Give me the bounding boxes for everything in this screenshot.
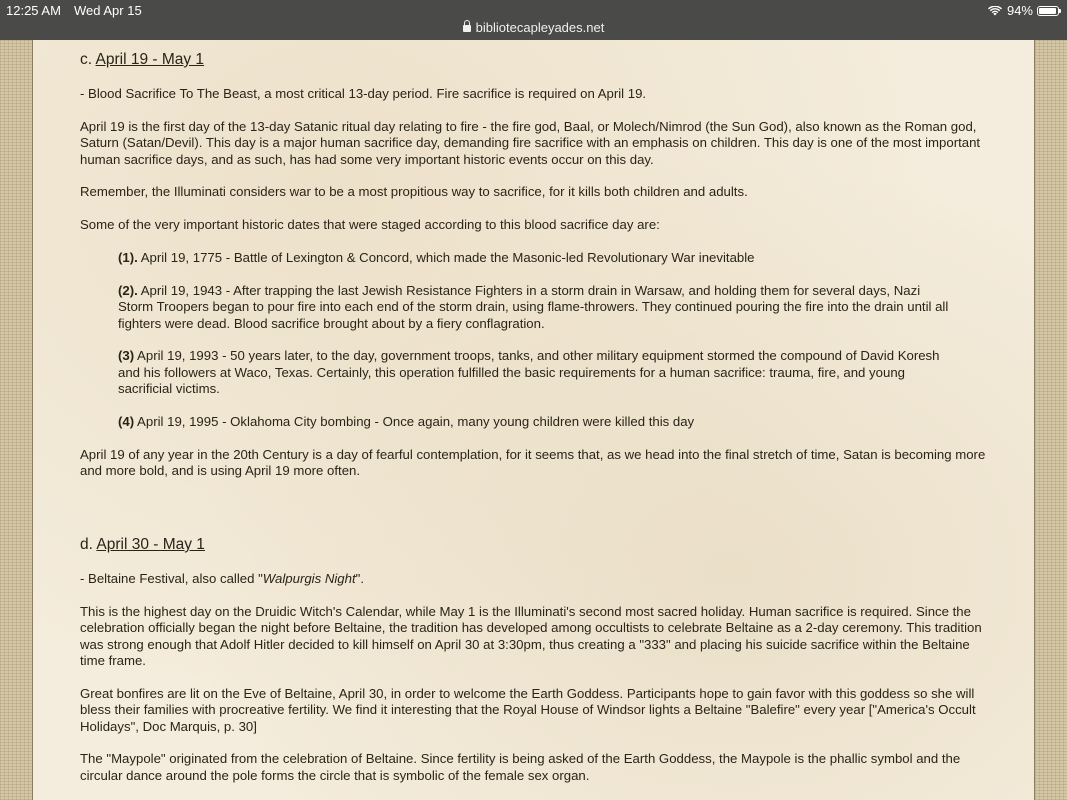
list-item-number: (2). [118, 282, 138, 298]
section-spacer [80, 496, 992, 535]
section-d-p1-end: ". [355, 571, 364, 587]
status-right [988, 3, 1059, 18]
list-item [118, 250, 952, 266]
section-c-prefix: c. [80, 51, 93, 68]
status-bar [0, 0, 1067, 40]
section-d-heading [80, 535, 992, 555]
section-d-title-link[interactable]: April 30 - May 1 [96, 536, 205, 554]
left-background-margin [0, 40, 33, 800]
section-c-heading [80, 50, 992, 70]
status-time: 12:25 AM [6, 3, 61, 18]
section-c-paragraph-4: Some of the very important historic dates that were staged according to this blood sacrifice day are: [80, 217, 660, 233]
list-item-text: April 19, 1775 - Battle of Lexington & Concord, which made the Masonic-led Revolutionary War inevitable [137, 250, 755, 265]
section-d-p1-start: - Beltaine Festival, also called " [80, 571, 263, 587]
wifi-icon [988, 6, 1002, 16]
list-item-number: (1). [118, 250, 138, 265]
section-c-paragraph-5: April 19 of any year in the 20th Century is a day of fearful contemplation, for it seems that, as we head into the final stretch of time, Satan is becoming more and more bold, and is using April 19 more often. [80, 446, 986, 479]
section-c-paragraph-2: April 19 is the first day of the 13-day Satanic ritual day relating to fire - the fire god, Baal, or Molech/Nimrod (the Sun God), also known as the Roman god, Saturn (Satan/Devil). This day is a major human sacrifice day, demanding fire sacrifice with an emphasis on children. This day is one of the most important human sacrifice days, and as such, has had some very important historic events occur on this day. [80, 118, 981, 167]
lock-icon [463, 25, 471, 32]
battery-fill [1039, 8, 1056, 14]
list-item-text: April 19, 1993 - 50 years later, to the day, government troops, tanks, and other military equipment stormed the compound of David Koresh and his followers at Waco, Texas. Certainly, this operation fulfilled the basic requirements for a human sacrifice: trauma, fire, and young sacrificial victims. [118, 348, 940, 397]
section-d-prefix: d. [80, 536, 93, 554]
list-item-number: (4) [118, 414, 135, 430]
list-item-text: April 19, 1995 - Oklahoma City bombing - Once again, many young children were killed this day [134, 414, 695, 430]
address-bar[interactable] [0, 20, 1067, 35]
section-d-paragraph-1 [80, 571, 992, 587]
list-item-number: (3) [118, 348, 135, 364]
section-d-paragraph-2: This is the highest day on the Druidic Witch's Calendar, while May 1 is the Illuminati's second most sacred holiday. Human sacrifice is required. Since the celebration officially began the night before Beltaine, the tradition has developed among occultists to celebrate Beltaine as a 2-day ceremony. This tradition was strong enough that Adolf Hitler decided to kill himself on April 30 at 3:30pm, thus creating a "333" and placing his suicide sacrifice within the Beltaine time frame. [80, 603, 982, 669]
battery-icon [1037, 6, 1059, 16]
section-c-title-link[interactable]: April 19 - May 1 [95, 51, 205, 68]
list-item [118, 348, 952, 397]
list-item-text: April 19, 1943 - After trapping the last Jewish Resistance Fighters in a storm drain in Warsaw, and holding them for several days, Nazi Storm Troopers began to pour fire into each end of the storm drain, using flame-throwers. They continued pouring the fire into the drain until all fighters were dead. Blood sacrifice brought about by a fiery conflagration. [118, 282, 949, 331]
section-d-paragraph-3: Great bonfires are lit on the Eve of Beltaine, April 30, in order to welcome the Earth Goddess. Participants hope to gain favor with this goddess so she will bless their families with procreative fertility. We find it interesting that the Royal House of Windsor lights a Beltaine "Balefire" every year ["America's Occult Holidays", Doc Marquis, p. 30] [80, 685, 976, 734]
address-url: bibliotecapleyades.net [475, 20, 605, 35]
section-c-paragraph-3: Remember, the Illuminati considers war to be a most propitious way to sacrifice, for it kills both children and adults. [80, 184, 748, 200]
section-d-p1-emphasis: Walpurgis Night [262, 571, 356, 587]
list-item [118, 283, 952, 332]
list-item [118, 414, 952, 430]
section-c-paragraph-1: - Blood Sacrifice To The Beast, a most critical 13-day period. Fire sacrifice is required on April 19. [80, 86, 647, 101]
battery-percent: 94% [1006, 3, 1033, 18]
battery-cap [1059, 9, 1061, 13]
right-background-margin [1034, 40, 1067, 800]
article-page[interactable] [33, 40, 1034, 800]
article-content [80, 50, 992, 800]
status-date: Wed Apr 15 [74, 3, 142, 18]
section-d-paragraph-4: The "Maypole" originated from the celebration of Beltaine. Since fertility is being asked of the Earth Goddess, the Maypole is the phallic symbol and the circular dance around the pole forms the circle that is symbolic of the female sex organ. [80, 751, 961, 783]
